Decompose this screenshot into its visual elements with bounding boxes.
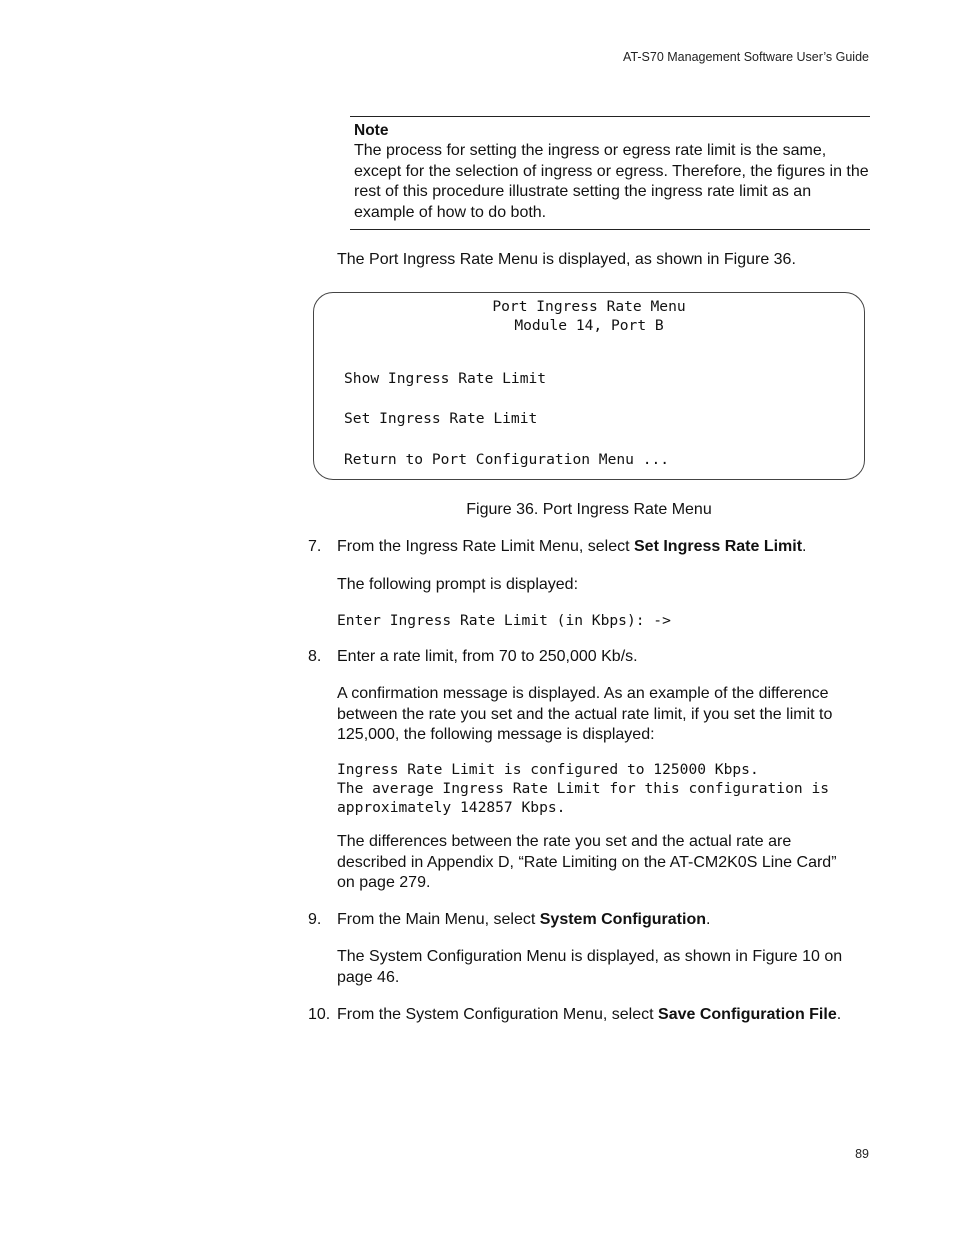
step-8-number: 8. <box>308 648 322 665</box>
step-7-prompt: Enter Ingress Rate Limit (in Kbps): -> <box>337 612 671 629</box>
step-8-message-line-2: The average Ingress Rate Limit for this configuration is <box>337 780 830 797</box>
step-10-number: 10. <box>308 1006 331 1023</box>
terminal-menu-figure <box>313 292 865 480</box>
figure-caption: Figure 36. Port Ingress Rate Menu <box>466 501 712 518</box>
step-8-text: Enter a rate limit, from 70 to 250,000 Kb/s. <box>337 648 638 665</box>
step-7-followup: The following prompt is displayed: <box>337 576 579 593</box>
step-9-bold: System Configuration <box>539 911 706 928</box>
menu-subtitle: Module 14, Port B <box>514 317 664 334</box>
note-box <box>350 116 870 230</box>
step-8-message-line-1: Ingress Rate Limit is configured to 125000 Kbps. <box>337 761 759 778</box>
step-7-number: 7. <box>308 538 322 555</box>
step-10-text: From the System Configuration Menu, select Save Configuration File. <box>337 1006 842 1023</box>
menu-item-return-to-port-configuration: Return to Port Configuration Menu ... <box>344 451 670 468</box>
note-text: The process for setting the ingress or egress rate limit is the same, except for the selection of ingress or egress. Therefore, the figures in the rest of this procedure illustrate setting the ingress rate limit as an example of how to do both. <box>354 142 869 221</box>
step-10-bold: Save Configuration File <box>658 1006 837 1023</box>
intro-paragraph: The Port Ingress Rate Menu is displayed, as shown in Figure 36. <box>337 251 796 268</box>
menu-item-show-ingress-rate-limit: Show Ingress Rate Limit <box>344 370 547 387</box>
menu-title: Port Ingress Rate Menu <box>492 298 686 315</box>
step-7-bold: Set Ingress Rate Limit <box>634 538 803 555</box>
step-9-text: From the Main Menu, select System Configuration. <box>337 911 711 928</box>
step-8-message-line-3: approximately 142857 Kbps. <box>337 799 566 816</box>
step-9-followup: The System Configuration Menu is displayed, as shown in Figure 10 on page 46. <box>337 948 843 986</box>
step-7-text: From the Ingress Rate Limit Menu, select Set Ingress Rate Limit. <box>337 538 807 555</box>
note-title: Note <box>354 122 389 139</box>
page-number: 89 <box>855 1147 869 1161</box>
step-8-diff-text: The differences between the rate you set and the actual rate are described in Appendix D, “Rate Limiting on the AT-CM2K0S Line Card” on page 279. <box>337 833 837 891</box>
step-9-number: 9. <box>308 911 322 928</box>
running-header: AT-S70 Management Software User’s Guide <box>623 50 869 64</box>
step-8-confirm-text: A confirmation message is displayed. As an example of the difference between the rate you set and the actual rate limit, if you set the limit to 125,000, the following message is displayed: <box>337 685 833 743</box>
menu-item-set-ingress-rate-limit: Set Ingress Rate Limit <box>344 410 538 427</box>
